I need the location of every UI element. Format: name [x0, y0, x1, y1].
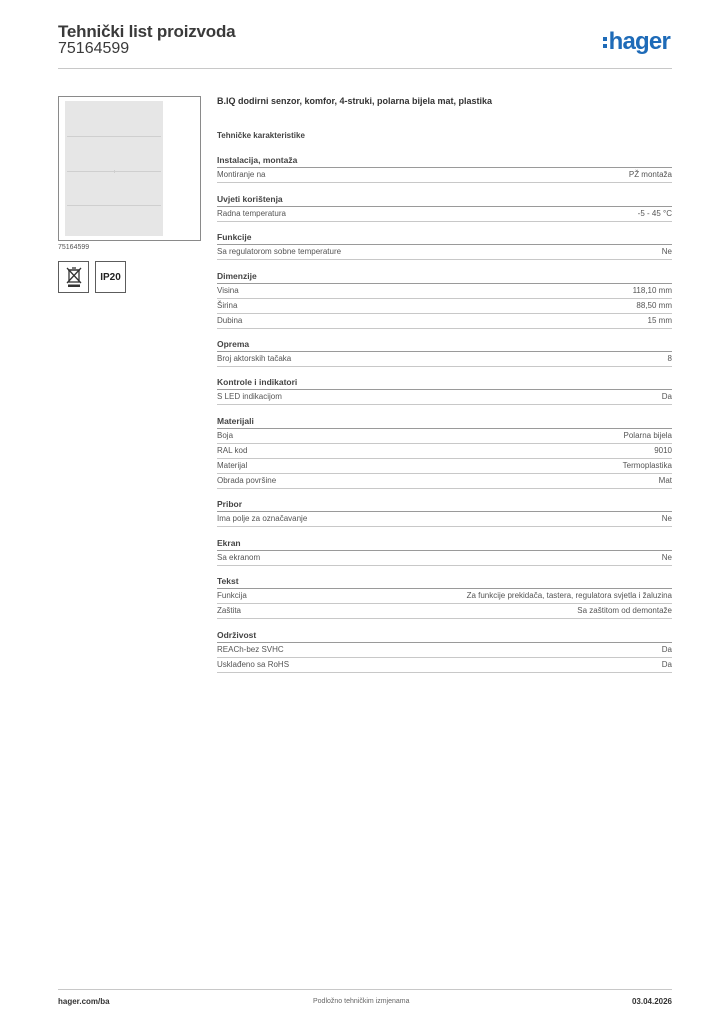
spec-section-functions [217, 232, 672, 260]
spec-value: Da [661, 392, 672, 401]
spec-section-equipment [217, 339, 672, 367]
footer-divider [58, 989, 672, 990]
spec-row [217, 474, 672, 489]
spec-value: Mat [658, 476, 672, 485]
spec-section-heading: Kontrole i indikatori [217, 377, 298, 387]
spec-section-heading: Dimenzije [217, 271, 257, 281]
product-name: B.IQ dodirni senzor, komfor, 4-struki, polarna bijela mat, plastika [217, 96, 493, 106]
spec-row [217, 589, 672, 604]
spec-value: Polarna bijela [623, 431, 672, 440]
spec-value: Sa zaštitom od demontaže [577, 606, 672, 615]
spec-label: Funkcija [217, 591, 247, 600]
spec-row [217, 207, 672, 222]
product-image-frame [58, 96, 201, 241]
spec-value: PŽ montaža [628, 170, 672, 179]
spec-value: 118,10 mm [632, 286, 672, 295]
spec-value: 8 [667, 354, 672, 363]
spec-row [217, 352, 672, 367]
spec-section-display [217, 538, 672, 566]
spec-section-heading: Uvjeti korištenja [217, 194, 283, 204]
logo-text: hager [608, 28, 670, 55]
spec-section-heading: Pribor [217, 499, 243, 509]
spec-row [217, 168, 672, 183]
spec-section-heading: Održivost [217, 630, 257, 640]
spec-section-conditions [217, 194, 672, 222]
spec-row [217, 604, 672, 619]
spec-label: Boja [217, 431, 234, 440]
spec-section-heading: Funkcije [217, 232, 252, 242]
spec-row [217, 299, 672, 314]
spec-label: RAL kod [217, 446, 248, 455]
spec-section-sustainability [217, 630, 672, 673]
footer-note: Podložno tehničkim izmjenama [313, 998, 410, 1005]
spec-label: Montiranje na [217, 170, 266, 179]
spec-section-controls [217, 377, 672, 405]
ip20-badge: IP20 [95, 261, 126, 293]
spec-value: Ne [661, 514, 672, 523]
header-divider [58, 68, 672, 69]
spec-label: Usklađeno sa RoHS [217, 660, 290, 669]
spec-value: Ne [661, 553, 672, 562]
spec-section-heading: Tekst [217, 576, 239, 586]
spec-row [217, 643, 672, 658]
spec-row [217, 245, 672, 260]
spec-value: Za funkcije prekidača, tastera, regulatora svjetla i žaluzina [466, 591, 672, 600]
document-number: 75164599 [58, 40, 130, 57]
spec-row [217, 658, 672, 673]
spec-value: Da [661, 645, 672, 654]
spec-label: Broj aktorskih tačaka [217, 354, 292, 363]
spec-section-heading: Instalacija, montaža [217, 155, 298, 165]
spec-label: Visina [217, 286, 239, 295]
logo-dots-icon [603, 37, 607, 48]
spec-row [217, 459, 672, 474]
spec-row [217, 429, 672, 444]
spec-section-heading: Oprema [217, 339, 250, 349]
spec-row [217, 444, 672, 459]
weee-crossed-bin-icon [58, 261, 89, 293]
product-image [65, 101, 163, 236]
spec-section-accessories [217, 499, 672, 527]
spec-label: Zaštita [217, 606, 242, 615]
page-header [58, 20, 672, 70]
spec-label: Sa ekranom [217, 553, 261, 562]
spec-value: -5 - 45 °C [637, 209, 672, 218]
spec-section-text [217, 576, 672, 619]
spec-value: Termoplastika [622, 461, 672, 470]
spec-label: Obrada površine [217, 476, 277, 485]
spec-label: Dubina [217, 316, 243, 325]
spec-value: 88,50 mm [636, 301, 672, 310]
spec-row [217, 390, 672, 405]
spec-section-dimensions [217, 271, 672, 329]
spec-label: Materijal [217, 461, 248, 470]
spec-label: REACh-bez SVHC [217, 645, 284, 654]
spec-row [217, 284, 672, 299]
spec-label: Ima polje za označavanje [217, 514, 308, 523]
spec-section-heading: Ekran [217, 538, 241, 548]
spec-value: Ne [661, 247, 672, 256]
footer-date: 03.04.2026 [631, 997, 672, 1006]
spec-label: Radna temperatura [217, 209, 286, 218]
footer-website-link[interactable]: hager.com/ba [58, 997, 110, 1006]
spec-label: S LED indikacijom [217, 392, 282, 401]
spec-section-materials [217, 416, 672, 489]
product-image-caption: 75164599 [58, 244, 90, 251]
spec-section-heading: Materijali [217, 416, 254, 426]
spec-row [217, 314, 672, 329]
spec-row [217, 551, 672, 566]
hager-logo[interactable] [603, 28, 670, 56]
spec-section-installation [217, 155, 672, 183]
spec-label: Sa regulatorom sobne temperature [217, 247, 342, 256]
document-title: Tehnički list proizvoda [58, 22, 236, 41]
spec-row [217, 512, 672, 527]
tech-characteristics-heading: Tehničke karakteristike [217, 131, 305, 140]
spec-value: 15 mm [647, 316, 672, 325]
spec-value: 9010 [654, 446, 672, 455]
spec-label: Širina [217, 301, 238, 310]
spec-value: Da [661, 660, 672, 669]
